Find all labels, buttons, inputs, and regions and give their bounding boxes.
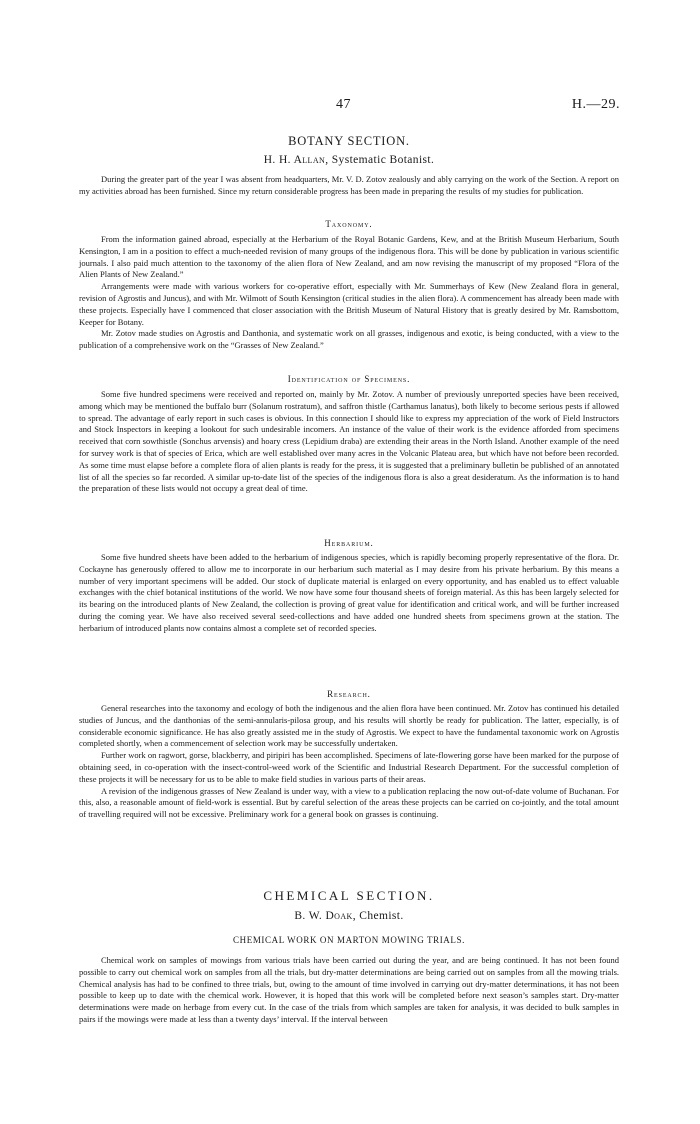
report-reference: H.—29. xyxy=(571,97,620,112)
identification-heading: Identification of Specimens. xyxy=(287,374,411,384)
taxonomy-paragraph-1: From the information gained abroad, especially at the Herbarium of the Royal Botanic Gardens, Kew, and at the British Museum Herbarium, South Kensington, I am in a position to effect a much-needed revision of many groups of the indigenous flora. This will be done by publication in various scientific journals. I also paid much attention to the taxonomy of the alien flora of New Zealand, and am now revising the manuscript of my proposed “Flora of the Alien Plants of New Zealand.” xyxy=(79,234,619,280)
chemical-block xyxy=(79,955,619,1026)
research-paragraph-3: A revision of the indigenous grasses of New Zealand is under way, with a view to a publication replacing the now out-of-date volume of Buchanan. For this, also, a reasonable amount of field-work is essential. But by careful selection of the areas these projects can be carried on co-jointly, and the total amount of travelling required will not be excessive. Preliminary work for a general book on grasses is continuing. xyxy=(79,785,619,820)
chemical-author-role: , Chemist. xyxy=(352,910,404,922)
chemical-byline xyxy=(79,910,619,922)
research-block xyxy=(79,703,619,821)
research-paragraph-2: Further work on ragwort, gorse, blackberry, and piripiri has been accomplished. Specimens of late-flowering gorse have been marked for the purpose of obtaining seed, in co-operation with the insect-control-weed work of the Scientific and Industrial Research Department. For the successful completion of these projects it will be necessary for us to be able to make field studies in various parts of their areas. xyxy=(79,750,619,784)
botany-author-role: , Systematic Botanist. xyxy=(325,154,435,166)
identification-block xyxy=(79,389,619,495)
page-number: 47 xyxy=(336,97,351,112)
herbarium-heading: Herbarium. xyxy=(324,538,374,548)
chemical-author: B. W. Doak xyxy=(294,910,353,922)
taxonomy-paragraph-3: Mr. Zotov made studies on Agrostis and Danthonia, and systematic work on all grasses, indigenous and exotic, is being conducted, with a view to the publication of a comprehensive work on the “Grasses of New Zealand.” xyxy=(79,328,619,351)
taxonomy-block xyxy=(79,234,619,352)
chemical-paragraph-1: Chemical work on samples of mowings from various trials have been carried out during the year, and are being continued. It has not been found possible to carry out chemical work on samples from all the trials, but dry-matter determinations are being carried out on samples from all the mowing trials. Chemical analysis has had to be confined to three trials, but, owing to the amount of time involved in carrying out dry-matter determinations, it has not been possible to keep up to date with the chemical work. However, it is hoped that this work will be completed before next season’s samples start. Dry-matter determinations were made on herbage from every cut. In the case of the trials from which samples are taken for analysis, it was decided to bulk samples in pairs if the mowings were made at less than a twenty days’ interval. If the interval between xyxy=(79,955,619,1024)
chemical-subheading: CHEMICAL WORK ON MARTON MOWING TRIALS. xyxy=(233,935,465,945)
botany-intro-block xyxy=(79,174,619,198)
botany-section-title: BOTANY SECTION. xyxy=(288,134,410,148)
botany-author: H. H. Allan xyxy=(263,154,326,166)
research-heading: Research. xyxy=(327,689,371,699)
herbarium-block xyxy=(79,552,619,635)
identification-paragraph-1: Some five hundred specimens were received and reported on, mainly by Mr. Zotov. A number of previously unreported species have been received, among which may be mentioned the buffalo burr (Solanum rostratum), and saffron thistle (Carthamus lanatus), both likely to become serious pests if allowed to spread. The advantage of early report in such cases is obvious. In this connection I should like to express my appreciation of the work of Field Instructors and Stock Inspectors in keeping a lookout for such undesirable incomers. An instance of the value of their work is the evidence afforded from specimens received that corn sowthistle (Sonchus arvensis) and hoary cress (Lepidium draba) are extending their areas in the North Island. Another example of the need for survey work is that of species of Erica, which are well established over many acres in the Volcanic Plateau area, but which have not before been recorded. As some time must elapse before a complete flora of alien plants is ready for the press, it is suggested that a preliminary bulletin be published of an annotated list of all the species so far recorded. A similar up-to-date list of the species of the indigenous flora is also a great desideratum. As the information is to hand the preparation of these lists would not occupy a great deal of time. xyxy=(79,389,619,494)
taxonomy-paragraph-2: Arrangements were made with various workers for co-operative effort, especially with Mr. Summerhays of Kew (New Zealand flora in general, revision of Agrostis and Juncus), and with Mr. Wilmott of South Kensington (critical studies in the alien flora). A commencement has already been made with these projects. Especially have I commenced that closer association with the British Museum of Natural History that is greatly desired by Mr. Ramsbottom, Keeper for Botany. xyxy=(79,281,619,327)
chemical-section-title: CHEMICAL SECTION. xyxy=(263,888,435,903)
research-paragraph-1: General researches into the taxonomy and ecology of both the indigenous and the alien flora have been continued. Mr. Zotov has continued his detailed studies of Juncus, and the danthonias of the semi-annularis-pilosa group, and his results will shortly be ready for publication. The latter, especially, is of considerable economic significance. He has also greatly assisted me in the study of Agrostis. We expect to have the fundamental taxonomic work on Agrostis completed shortly, when a commencement of selection work may be successfully undertaken. xyxy=(79,703,619,749)
botany-byline xyxy=(79,154,619,166)
herbarium-paragraph-1: Some five hundred sheets have been added to the herbarium of indigenous species, which is rapidly becoming properly representative of the flora. Dr. Cockayne has generously offered to allow me to incorporate in our herbarium such material as I may desire from his private herbarium. By this means a number of very important specimens will be added. Our stock of duplicate material is enlarged on every opportunity, and has enabled us to effect valuable exchanges with the chief botanical institutions of the world. We now have some four thousand sheets of foreign material. As this has been largely selected for its bearing on the introduced plants of New Zealand, the collection is proving of great value for identification and critical work, and will be further increased during the coming year. We have also received several seed-collections and have added one hundred sheets from specimens grown at the station. The herbarium of introduced plants now contains almost a complete set of recorded species. xyxy=(79,552,619,633)
taxonomy-heading: Taxonomy. xyxy=(325,219,373,229)
botany-intro-paragraph: During the greater part of the year I was absent from headquarters, Mr. V. D. Zotov zealously and ably carrying on the work of the Section. A report on my activities abroad has been furnished. Since my return considerable progress has been made in preparing the results of my studies for publication. xyxy=(79,174,619,196)
